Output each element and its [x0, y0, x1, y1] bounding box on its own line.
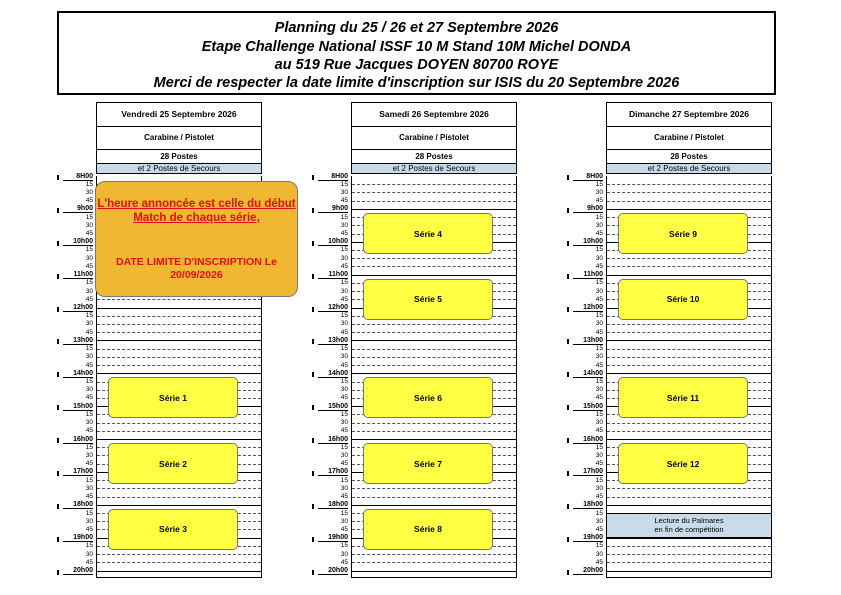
time-gridline	[607, 431, 771, 432]
time-gridline	[607, 192, 771, 193]
time-label-quarter: 15	[85, 509, 93, 517]
time-label-quarter: 45	[340, 295, 348, 303]
day-column-3	[606, 102, 772, 176]
time-label-quarter: 15	[595, 345, 603, 353]
time-label-hour: 16h00	[318, 436, 348, 444]
palmares-box	[606, 513, 772, 538]
time-gridline	[352, 324, 516, 325]
hour-tick	[312, 175, 314, 180]
time-gridline	[97, 439, 261, 440]
time-label-quarter: 30	[340, 320, 348, 328]
serie-block: Série 9	[618, 213, 748, 254]
time-label-quarter: 15	[340, 246, 348, 254]
time-label-quarter: 45	[85, 262, 93, 270]
time-gridline	[352, 562, 516, 563]
hour-tick	[567, 405, 569, 410]
serie-block: Série 1	[108, 377, 238, 418]
time-gridline	[97, 373, 261, 374]
time-label-quarter: 15	[85, 443, 93, 451]
time-label-quarter: 15	[85, 345, 93, 353]
time-gridline	[352, 340, 516, 341]
time-label-hour: 11h00	[63, 271, 93, 279]
time-label-quarter: 30	[85, 419, 93, 427]
time-label-quarter: 45	[340, 525, 348, 533]
time-gridline	[352, 505, 516, 506]
time-label-hour: 13h00	[573, 337, 603, 345]
day-secours: et 2 Postes de Secours	[351, 163, 517, 174]
time-label-hour: 9h00	[573, 205, 603, 213]
time-label-quarter: 30	[85, 386, 93, 394]
time-label-quarter: 45	[595, 230, 603, 238]
time-label-quarter: 45	[595, 295, 603, 303]
serie-block: Série 7	[363, 443, 493, 484]
time-gridline	[607, 562, 771, 563]
serie-block: Série 8	[363, 509, 493, 550]
time-label-quarter: 45	[340, 394, 348, 402]
time-label-quarter: 45	[595, 394, 603, 402]
time-gridline	[352, 373, 516, 374]
time-label-quarter: 45	[85, 558, 93, 566]
day-posts: 28 Postes	[606, 150, 772, 163]
serie-block: Série 3	[108, 509, 238, 550]
time-label-quarter: 30	[595, 419, 603, 427]
time-label-quarter: 45	[85, 328, 93, 336]
time-label-quarter: 45	[85, 525, 93, 533]
hour-tick	[567, 537, 569, 542]
time-gridline	[607, 571, 771, 572]
time-label-quarter: 45	[340, 361, 348, 369]
time-gridline	[97, 365, 261, 366]
hour-tick	[312, 307, 314, 312]
day-secours: et 2 Postes de Secours	[96, 163, 262, 174]
time-label-hour: 18h00	[318, 501, 348, 509]
time-label-quarter: 15	[595, 509, 603, 517]
time-label-hour: 20h00	[318, 567, 348, 575]
time-label-quarter: 15	[340, 345, 348, 353]
hour-tick	[567, 307, 569, 312]
hour-tick	[312, 537, 314, 542]
hour-tick	[312, 372, 314, 377]
hour-tick	[57, 241, 59, 246]
time-label-hour: 12h00	[318, 304, 348, 312]
time-label-hour: 13h00	[63, 337, 93, 345]
hour-tick	[312, 471, 314, 476]
header-address: au 519 Rue Jacques DOYEN 80700 ROYE	[274, 57, 559, 73]
time-label-quarter: 30	[340, 517, 348, 525]
time-gridline	[97, 357, 261, 358]
time-gridline	[97, 349, 261, 350]
day-posts: 28 Postes	[351, 150, 517, 163]
hour-tick	[57, 175, 59, 180]
time-label-quarter: 45	[340, 558, 348, 566]
time-gridline	[607, 488, 771, 489]
time-label-hour: 11h00	[318, 271, 348, 279]
time-gridline	[97, 299, 261, 300]
time-label-quarter: 30	[85, 353, 93, 361]
header-box	[57, 11, 776, 95]
time-label-quarter: 15	[595, 443, 603, 451]
info-note-deadline: DATE LIMITE D'INSCRIPTION Le 20/09/2026	[116, 256, 277, 281]
time-gridline	[607, 324, 771, 325]
time-label-quarter: 30	[85, 550, 93, 558]
time-gridline	[352, 431, 516, 432]
hour-tick	[57, 471, 59, 476]
day-secours: et 2 Postes de Secours	[606, 163, 772, 174]
hour-tick	[567, 570, 569, 575]
time-label-quarter: 30	[595, 254, 603, 262]
time-label-quarter: 30	[85, 188, 93, 196]
time-label-quarter: 15	[85, 279, 93, 287]
time-gridline	[352, 266, 516, 267]
time-gridline	[607, 439, 771, 440]
serie-block: Série 10	[618, 279, 748, 320]
time-gridline	[607, 357, 771, 358]
serie-block: Série 5	[363, 279, 493, 320]
time-label-quarter: 45	[85, 427, 93, 435]
time-label-quarter: 30	[340, 254, 348, 262]
time-label-hour: 14h00	[318, 370, 348, 378]
time-label-quarter: 15	[595, 246, 603, 254]
time-label-hour: 14h00	[63, 370, 93, 378]
time-gridline	[97, 340, 261, 341]
time-label-hour: 20h00	[573, 567, 603, 575]
hour-tick	[567, 438, 569, 443]
time-gridline	[352, 184, 516, 185]
time-gridline	[352, 357, 516, 358]
hour-tick	[57, 339, 59, 344]
time-label-quarter: 45	[340, 262, 348, 270]
time-label-quarter: 30	[85, 254, 93, 262]
time-label-quarter: 15	[340, 509, 348, 517]
hour-tick	[57, 274, 59, 279]
time-label-quarter: 30	[85, 517, 93, 525]
time-gridline	[97, 562, 261, 563]
time-gridline	[352, 332, 516, 333]
time-label-hour: 19h00	[63, 534, 93, 542]
time-gridline	[607, 373, 771, 374]
day-discipline: Carabine / Pistolet	[606, 127, 772, 150]
time-label-quarter: 30	[85, 320, 93, 328]
time-gridline	[352, 554, 516, 555]
time-gridline	[352, 258, 516, 259]
time-label-quarter: 30	[595, 320, 603, 328]
time-label-quarter: 45	[595, 427, 603, 435]
time-label-quarter: 45	[595, 197, 603, 205]
hour-tick	[567, 175, 569, 180]
time-label-quarter: 30	[595, 287, 603, 295]
hour-tick	[312, 504, 314, 509]
header-title: Planning du 25 / 26 et 27 Septembre 2026	[274, 20, 559, 36]
time-label-quarter: 30	[340, 188, 348, 196]
time-gridline	[607, 340, 771, 341]
hour-tick	[567, 339, 569, 344]
hour-tick	[57, 208, 59, 213]
time-label-quarter: 30	[595, 451, 603, 459]
time-label-quarter: 15	[85, 542, 93, 550]
time-gridline	[352, 349, 516, 350]
time-label-quarter: 15	[85, 476, 93, 484]
hour-tick	[57, 307, 59, 312]
time-label-quarter: 30	[85, 221, 93, 229]
time-label-quarter: 30	[595, 221, 603, 229]
hour-tick	[57, 504, 59, 509]
time-gridline	[352, 209, 516, 210]
header-deadline: Merci de respecter la date limite d'inscription sur ISIS du 20 Septembre 2026	[153, 75, 680, 91]
hour-tick	[567, 471, 569, 476]
time-gridline	[352, 201, 516, 202]
time-label-hour: 9h00	[63, 205, 93, 213]
time-label-quarter: 30	[595, 386, 603, 394]
time-label-quarter: 30	[340, 484, 348, 492]
time-label-quarter: 30	[595, 517, 603, 525]
time-gridline	[352, 275, 516, 276]
time-label-quarter: 30	[595, 484, 603, 492]
time-label-quarter: 45	[85, 230, 93, 238]
serie-block: Série 2	[108, 443, 238, 484]
time-label-quarter: 15	[85, 312, 93, 320]
time-gridline	[607, 538, 771, 539]
time-label-hour: 19h00	[318, 534, 348, 542]
time-label-quarter: 30	[340, 451, 348, 459]
time-gridline	[97, 316, 261, 317]
time-label-quarter: 30	[340, 353, 348, 361]
time-gridline	[352, 423, 516, 424]
time-gridline	[607, 332, 771, 333]
time-gridline	[352, 497, 516, 498]
time-label-quarter: 45	[595, 460, 603, 468]
time-gridline	[97, 505, 261, 506]
time-gridline	[607, 365, 771, 366]
time-label-quarter: 15	[85, 180, 93, 188]
time-gridline	[97, 423, 261, 424]
time-label-hour: 15h00	[573, 403, 603, 411]
day-title: Dimanche 27 Septembre 2026	[606, 102, 772, 127]
time-label-quarter: 15	[340, 476, 348, 484]
time-label-quarter: 30	[595, 550, 603, 558]
time-label-hour: 20h00	[63, 567, 93, 575]
time-label-quarter: 30	[85, 451, 93, 459]
hour-tick	[312, 241, 314, 246]
time-gridline	[607, 497, 771, 498]
time-label-quarter: 45	[340, 328, 348, 336]
time-label-quarter: 15	[340, 542, 348, 550]
time-label-quarter: 45	[85, 394, 93, 402]
time-label-quarter: 30	[595, 353, 603, 361]
time-label-quarter: 15	[340, 443, 348, 451]
time-label-quarter: 30	[595, 188, 603, 196]
time-label-quarter: 45	[595, 525, 603, 533]
serie-block: Série 4	[363, 213, 493, 254]
time-label-hour: 10h00	[318, 238, 348, 246]
hour-tick	[57, 405, 59, 410]
serie-block: Série 12	[618, 443, 748, 484]
day-column-1	[96, 102, 262, 176]
serie-block: Série 6	[363, 377, 493, 418]
time-label-quarter: 15	[595, 312, 603, 320]
time-label-quarter: 30	[340, 287, 348, 295]
time-label-hour: 11h00	[573, 271, 603, 279]
time-label-quarter: 15	[595, 542, 603, 550]
serie-block: Série 11	[618, 377, 748, 418]
time-gridline	[352, 571, 516, 572]
time-label-hour: 13h00	[318, 337, 348, 345]
time-label-hour: 17h00	[573, 468, 603, 476]
time-label-hour: 16h00	[573, 436, 603, 444]
time-label-hour: 10h00	[63, 238, 93, 246]
time-gridline	[607, 275, 771, 276]
time-gridline	[607, 266, 771, 267]
time-label-quarter: 15	[595, 410, 603, 418]
time-label-quarter: 15	[595, 180, 603, 188]
time-gridline	[352, 439, 516, 440]
hour-tick	[567, 504, 569, 509]
time-label-hour: 18h00	[63, 501, 93, 509]
time-label-quarter: 30	[340, 221, 348, 229]
time-label-hour: 15h00	[63, 403, 93, 411]
time-label-quarter: 15	[340, 410, 348, 418]
time-label-quarter: 30	[340, 419, 348, 427]
palmares-line1: Lecture du Palmares	[654, 516, 724, 526]
time-label-quarter: 45	[340, 493, 348, 501]
time-gridline	[97, 431, 261, 432]
time-label-quarter: 45	[85, 197, 93, 205]
time-label-quarter: 15	[85, 378, 93, 385]
time-gridline	[97, 554, 261, 555]
time-label-quarter: 45	[85, 460, 93, 468]
time-label-quarter: 30	[340, 386, 348, 394]
time-label-quarter: 45	[340, 197, 348, 205]
time-label-hour: 10h00	[573, 238, 603, 246]
hour-tick	[567, 274, 569, 279]
time-label-hour: 12h00	[573, 304, 603, 312]
day-column-2	[351, 102, 517, 176]
time-label-quarter: 45	[85, 295, 93, 303]
time-label-hour: 19h00	[573, 534, 603, 542]
time-label-quarter: 15	[340, 180, 348, 188]
time-gridline	[607, 201, 771, 202]
day-discipline: Carabine / Pistolet	[96, 127, 262, 150]
time-label-quarter: 15	[595, 213, 603, 221]
hour-tick	[312, 339, 314, 344]
time-label-quarter: 45	[595, 328, 603, 336]
header-event: Etape Challenge National ISSF 10 M Stand 10M Michel DONDA	[201, 39, 632, 55]
time-label-quarter: 30	[340, 550, 348, 558]
hour-tick	[57, 537, 59, 542]
time-gridline	[607, 258, 771, 259]
time-gridline	[352, 365, 516, 366]
time-label-hour: 15h00	[318, 403, 348, 411]
time-label-quarter: 15	[340, 312, 348, 320]
time-gridline	[97, 324, 261, 325]
hour-tick	[312, 438, 314, 443]
hour-tick	[57, 570, 59, 575]
hour-tick	[57, 372, 59, 377]
palmares-line2: en fin de compétition	[654, 525, 724, 535]
time-label-quarter: 15	[85, 410, 93, 418]
time-gridline	[607, 184, 771, 185]
time-label-hour: 8H00	[318, 173, 348, 181]
time-label-hour: 8H00	[573, 173, 603, 181]
time-label-quarter: 15	[340, 279, 348, 287]
day-posts: 28 Postes	[96, 150, 262, 163]
time-gridline	[607, 209, 771, 210]
info-note-time: L'heure annoncée est celle du début Match de chaque série,	[97, 198, 296, 224]
time-gridline	[607, 554, 771, 555]
time-label-quarter: 15	[85, 246, 93, 254]
time-label-quarter: 45	[595, 558, 603, 566]
time-label-quarter: 15	[340, 378, 348, 385]
time-label-hour: 14h00	[573, 370, 603, 378]
time-label-hour: 17h00	[318, 468, 348, 476]
time-label-hour: 12h00	[63, 304, 93, 312]
hour-tick	[567, 208, 569, 213]
hour-tick	[567, 372, 569, 377]
time-gridline	[97, 571, 261, 572]
time-label-quarter: 15	[595, 279, 603, 287]
time-gridline	[607, 546, 771, 547]
time-label-hour: 9h00	[318, 205, 348, 213]
time-label-quarter: 45	[595, 493, 603, 501]
time-label-quarter: 15	[595, 476, 603, 484]
time-gridline	[97, 332, 261, 333]
time-gridline	[97, 488, 261, 489]
info-note	[95, 181, 298, 297]
time-gridline	[97, 308, 261, 309]
time-label-quarter: 45	[340, 427, 348, 435]
time-gridline	[97, 497, 261, 498]
hour-tick	[312, 405, 314, 410]
time-label-quarter: 30	[85, 287, 93, 295]
time-gridline	[607, 505, 771, 506]
time-gridline	[607, 423, 771, 424]
time-gridline	[352, 488, 516, 489]
hour-tick	[57, 438, 59, 443]
time-label-hour: 8H00	[63, 173, 93, 181]
time-label-quarter: 30	[85, 484, 93, 492]
day-discipline: Carabine / Pistolet	[351, 127, 517, 150]
time-label-hour: 17h00	[63, 468, 93, 476]
day-title: Vendredi 25 Septembre 2026	[96, 102, 262, 127]
time-gridline	[607, 349, 771, 350]
time-label-quarter: 45	[595, 361, 603, 369]
time-label-hour: 16h00	[63, 436, 93, 444]
time-label-quarter: 15	[340, 213, 348, 221]
time-label-quarter: 45	[85, 493, 93, 501]
hour-tick	[567, 241, 569, 246]
time-label-hour: 18h00	[573, 501, 603, 509]
time-label-quarter: 15	[595, 378, 603, 385]
day-title: Samedi 26 Septembre 2026	[351, 102, 517, 127]
time-label-quarter: 45	[340, 230, 348, 238]
time-label-quarter: 45	[340, 460, 348, 468]
time-label-quarter: 45	[595, 262, 603, 270]
hour-tick	[312, 208, 314, 213]
hour-tick	[312, 570, 314, 575]
time-gridline	[352, 192, 516, 193]
hour-tick	[312, 274, 314, 279]
time-label-quarter: 15	[85, 213, 93, 221]
time-label-quarter: 45	[85, 361, 93, 369]
